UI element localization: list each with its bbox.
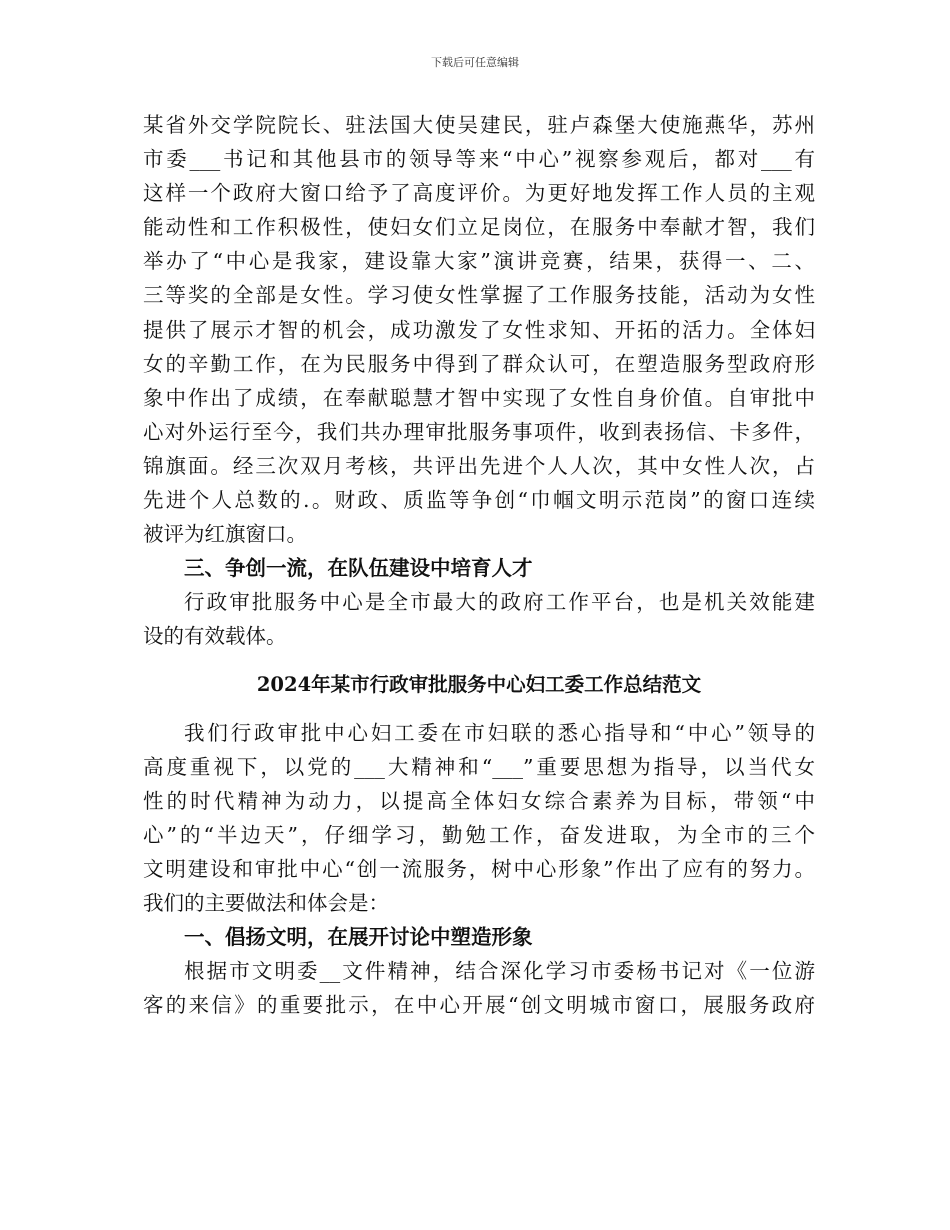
text-line: 我们的主要做法和体会是： [143,890,389,915]
text-line: 锦旗面。经三次双月考核，共评出先进个人人次，其中女性人次，占 [143,453,815,478]
text-line: 能动性和工作积极性，使妇女们立足岗位，在服务中奉献才智，我们 [143,215,815,240]
section-heading-1: 一、倡扬文明，在展开讨论中塑造形象 [184,925,533,950]
text-line: 提供了展示才智的机会，成功激发了女性求知、开拓的活力。全体妇 [143,317,815,342]
section-heading-3: 三、争创一流，在队伍建设中培育人才 [184,556,533,581]
paragraph-intro [143,716,815,921]
text-line: 行政审批服务中心是全市最大的政府工作平台，也是机关效能建 [184,590,815,615]
text-line: 被评为红旗窗口。 [143,522,307,547]
text-line: 我们行政审批中心妇工委在市妇联的悉心指导和“中心”领导的 [184,720,815,745]
text-line: 性的时代精神为动力，以提高全体妇女综合素养为目标，带领“中 [143,788,815,813]
document-title: 2024年某市行政审批服务中心妇工委工作总结范文 [256,672,702,696]
text-line: 这样一个政府大窗口给予了高度评价。为更好地发挥工作人员的主观 [143,181,815,206]
text-line: 三等奖的全部是女性。学习使女性掌握了工作服务技能，活动为女性 [143,283,815,308]
text-line: 文明建设和审批中心“创一流服务，树中心形象”作出了应有的努力。 [143,856,815,881]
text-line: 高度重视下，以党的___大精神和“___”重要思想为指导，以当代女 [143,754,815,779]
document-body [143,108,815,1022]
text-line: 市委___书记和其他县市的领导等来“中心”视察参观后，都对___有 [143,147,815,172]
text-line: 象中作出了成绩，在奉献聪慧才智中实现了女性自身价值。自审批中 [143,385,815,410]
page-header-note: 下载后可任意编辑 [431,56,519,69]
text-line: 某省外交学院院长、驻法国大使吴建民，驻卢森堡大使施燕华，苏州 [143,113,815,137]
text-line: 举办了“中心是我家，建设靠大家”演讲竞赛，结果，获得一、二、 [143,249,815,274]
text-line: 心”的“半边天”，仔细学习，勤勉工作，奋发进取，为全市的三个 [143,822,815,847]
text-line: 心对外运行至今，我们共办理审批服务事项件，收到表扬信、卡多件， [143,419,815,444]
text-line: 客的来信》的重要批示，在中心开展“创文明城市窗口，展服务政府 [143,993,815,1018]
text-line: 先进个人总数的.。财政、质监等争创“巾帼文明示范岗”的窗口连续 [143,488,815,513]
paragraph-continued [143,108,815,551]
text-line: 根据市文明委__文件精神，结合深化学习市委杨书记对《一位游 [184,959,815,984]
text-line: 女的辛勤工作，在为民服务中得到了群众认可，在塑造服务型政府形 [143,351,815,376]
text-line: 设的有效载体。 [143,624,287,649]
